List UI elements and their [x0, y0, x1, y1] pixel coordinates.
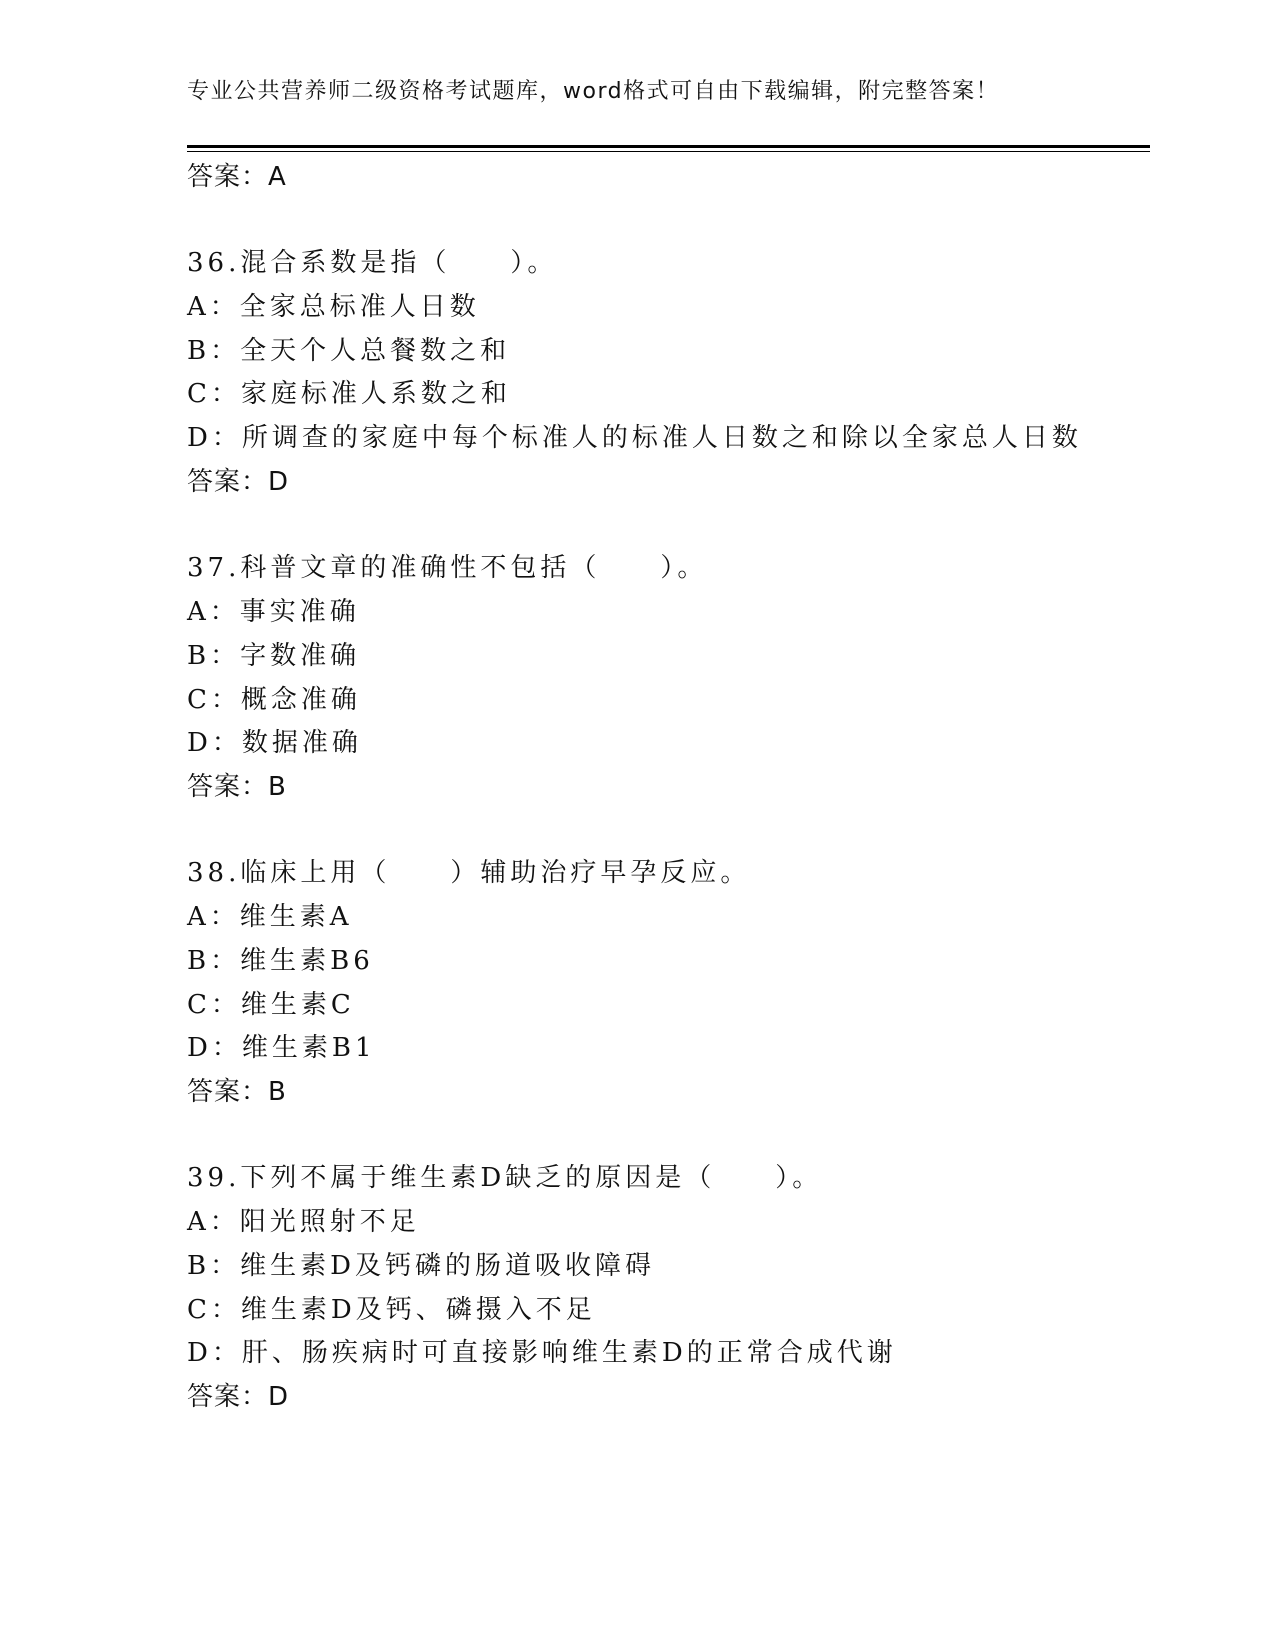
option-c: C：家庭标准人系数之和 [187, 379, 511, 409]
option-b: B：维生素D及钙磷的肠道吸收障碍 [187, 1251, 655, 1281]
answer: 答案：D [187, 467, 290, 497]
option-b: B：字数准确 [187, 641, 361, 671]
option-b: B：全天个人总餐数之和 [187, 336, 511, 366]
header-rule-thin [187, 151, 1150, 152]
option-b: B：维生素B6 [187, 946, 374, 976]
answer: 答案：B [187, 1077, 287, 1107]
page-header: 专业公共营养师二级资格考试题库，word格式可自由下载编辑，附完整答案！ [187, 79, 1000, 104]
question-stem: 36.混合系数是指（ ）。 [187, 248, 558, 278]
question-stem: 39.下列不属于维生素D缺乏的原因是（ ）。 [187, 1163, 823, 1193]
option-d: D：数据准确 [187, 728, 362, 758]
answer: 答案：B [187, 772, 287, 802]
previous-answer: 答案：A [187, 162, 287, 192]
option-a: A：阳光照射不足 [187, 1207, 420, 1237]
header-rule [187, 145, 1150, 148]
option-a: A：事实准确 [187, 597, 360, 627]
question-stem: 37.科普文章的准确性不包括（ ）。 [187, 553, 708, 583]
question-stem: 38.临床上用（ ）辅助治疗早孕反应。 [187, 858, 751, 888]
option-c: C：维生素C [187, 990, 355, 1020]
option-d: D：所调查的家庭中每个标准人的标准人日数之和除以全家总人日数 [187, 423, 1082, 453]
option-d: D：肝、肠疾病时可直接影响维生素D的正常合成代谢 [187, 1338, 897, 1368]
option-d: D：维生素B1 [187, 1033, 376, 1063]
answer: 答案：D [187, 1382, 290, 1412]
option-a: A：全家总标准人日数 [187, 292, 480, 322]
option-a: A：维生素A [187, 902, 353, 932]
option-c: C：维生素D及钙、磷摄入不足 [187, 1295, 596, 1325]
option-c: C：概念准确 [187, 685, 361, 715]
